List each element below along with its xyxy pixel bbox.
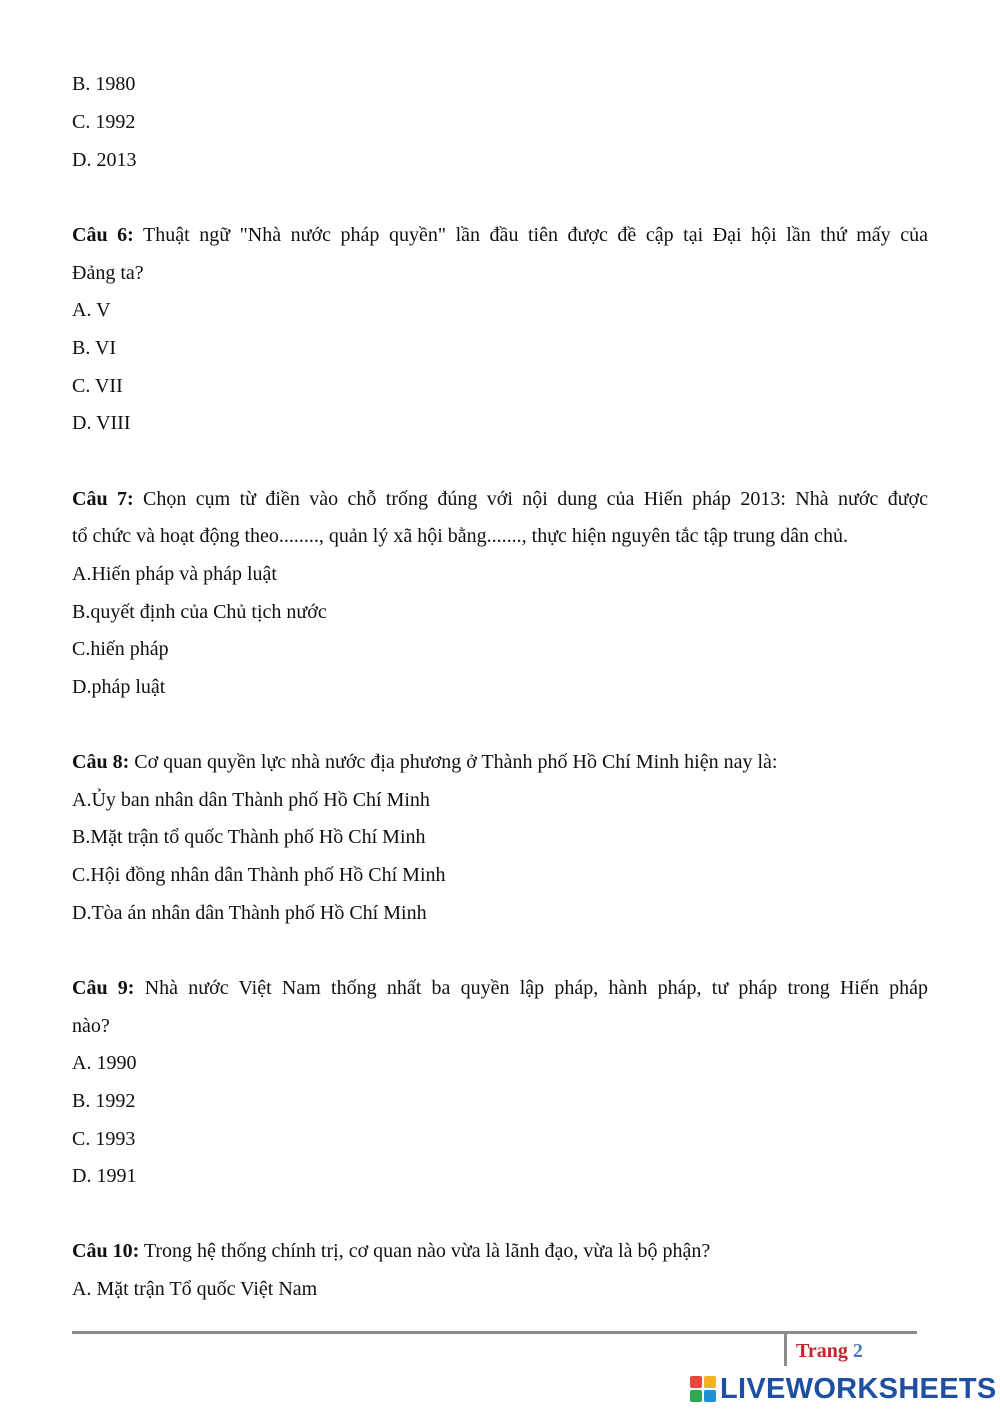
page-word: Trang [796, 1340, 848, 1362]
answer-option: C.hiến pháp [72, 638, 169, 660]
answer-option: C. VII [72, 375, 123, 397]
liveworksheets-logo[interactable] [690, 1373, 997, 1405]
question-9-cont: nào? [72, 1015, 110, 1037]
answer-option: A.Ủy ban nhân dân Thành phố Hồ Chí Minh [72, 789, 430, 811]
logo-cell [690, 1376, 702, 1388]
question-7: Câu 7: Chọn cụm từ điền vào chỗ trống đúng với nội dung của Hiến pháp 2013: Nhà nước được [72, 488, 928, 510]
footer-divider [72, 1331, 917, 1334]
brand-name: LIVEWORKSHEETS [720, 1372, 997, 1405]
logo-cell [704, 1376, 716, 1388]
logo-cell [690, 1390, 702, 1402]
answer-option: D.pháp luật [72, 676, 166, 698]
question-9: Câu 9: Nhà nước Việt Nam thống nhất ba quyền lập pháp, hành pháp, tư pháp trong Hiến pháp [72, 977, 928, 999]
question-8: Câu 8: Cơ quan quyền lực nhà nước địa phương ở Thành phố Hồ Chí Minh hiện nay là: [72, 751, 778, 773]
answer-option: B.Mặt trận tổ quốc Thành phố Hồ Chí Minh [72, 826, 426, 848]
logo-grid-icon [690, 1376, 716, 1402]
answer-option: B. VI [72, 337, 117, 359]
answer-option: C.Hội đồng nhân dân Thành phố Hồ Chí Minh [72, 864, 446, 886]
answer-option: D. 2013 [72, 149, 137, 171]
answer-option: C. 1992 [72, 111, 136, 133]
logo-cell [704, 1390, 716, 1402]
answer-option: A. V [72, 299, 111, 321]
question-label: Câu 6: [72, 224, 134, 246]
question-7-cont: tổ chức và hoạt động theo........, quản lý xã hội bằng......., thực hiện nguyên tắc tập trung dân chủ. [72, 525, 848, 547]
question-10: Câu 10: Trong hệ thống chính trị, cơ quan nào vừa là lãnh đạo, vừa là bộ phận? [72, 1240, 711, 1262]
question-label: Câu 10: [72, 1240, 140, 1262]
answer-option: B.quyết định của Chủ tịch nước [72, 601, 327, 623]
answer-option: D. VIII [72, 412, 131, 434]
question-6: Câu 6: Thuật ngữ "Nhà nước pháp quyền" lần đầu tiên được đề cập tại Đại hội lần thứ mấy của [72, 224, 928, 246]
answer-option: B. 1992 [72, 1090, 136, 1112]
answer-option: B. 1980 [72, 73, 136, 95]
answer-option: A. Mặt trận Tổ quốc Việt Nam [72, 1278, 318, 1300]
question-label: Câu 7: [72, 488, 134, 510]
answer-option: D.Tòa án nhân dân Thành phố Hồ Chí Minh [72, 902, 427, 924]
answer-option: C. 1993 [72, 1128, 136, 1150]
question-label: Câu 8: [72, 751, 130, 773]
question-label: Câu 9: [72, 977, 135, 999]
page-number [796, 1339, 863, 1363]
answer-option: D. 1991 [72, 1165, 137, 1187]
question-6-cont: Đảng ta? [72, 262, 144, 284]
footer-vertical-bar [784, 1334, 787, 1366]
answer-option: A. 1990 [72, 1052, 137, 1074]
page-number-value: 2 [852, 1340, 863, 1362]
answer-option: A.Hiến pháp và pháp luật [72, 563, 277, 585]
